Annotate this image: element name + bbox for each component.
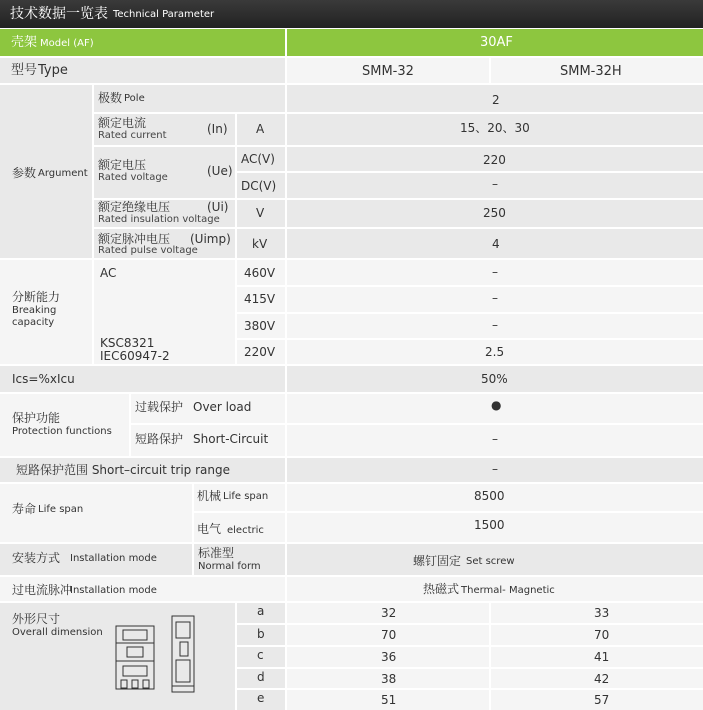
install-type-cn: 标准型 — [198, 546, 235, 560]
dimension-key: a — [257, 604, 265, 618]
mech-label-en: Life span — [223, 491, 269, 502]
dimension-v2: 33 — [594, 606, 610, 620]
dimension-v2: 41 — [594, 650, 610, 664]
trip-range-label: 短路保护范围 Short–circuit trip range — [16, 463, 230, 477]
breaking-row-voltage: 220V — [244, 345, 276, 359]
pole-value: 2 — [492, 93, 500, 107]
impulse-label-en: Rated pulse voltage — [98, 245, 198, 256]
overload-value: ● — [491, 398, 502, 412]
insulation-label-en: Rated insulation voltage — [98, 214, 220, 225]
mech-value: 8500 — [474, 489, 505, 503]
dimension-key: e — [257, 691, 265, 705]
breaking-row-value: – — [492, 265, 498, 279]
dimension-v1: 51 — [381, 693, 397, 707]
dimension-v1: 36 — [381, 650, 397, 664]
elec-label-en: electric — [227, 525, 264, 536]
breaking-std-ksc: KSC8321 — [100, 336, 155, 350]
install-label-en: Installation mode — [70, 553, 157, 564]
install-value-en: Set screw — [466, 556, 515, 567]
voltage-unit-dc: DC(V) — [241, 179, 277, 193]
ics-label: Ics=%xIcu — [12, 372, 75, 386]
dimension-key: c — [257, 648, 264, 662]
current-symbol: (In) — [207, 122, 228, 136]
trip-range-value: – — [492, 462, 498, 476]
current-unit: A — [256, 122, 265, 136]
argument-label-cn: 参数 — [12, 166, 37, 180]
voltage-label-en: Rated voltage — [98, 172, 168, 183]
model-value-1: SMM-32 — [362, 64, 414, 79]
life-label-en: Life span — [38, 504, 84, 515]
dimension-v2: 42 — [594, 672, 610, 686]
install-type-en: Normal form — [198, 561, 261, 572]
ics-value: 50% — [481, 372, 508, 386]
dimension-key: b — [257, 627, 265, 641]
breaking-row-voltage: 460V — [244, 266, 276, 280]
dimension-v1: 32 — [381, 606, 397, 620]
insulation-unit: V — [256, 206, 265, 220]
impulse-value: 4 — [492, 237, 500, 251]
insulation-label-cn: 额定绝缘电压 — [98, 200, 171, 214]
overcurrent-label-cn: 过电流脉冲 — [12, 583, 73, 597]
elec-label-cn: 电气 — [197, 522, 222, 536]
argument-label-en: Argument — [38, 168, 88, 179]
impulse-symbol: (Uimp) — [190, 232, 231, 246]
insulation-symbol: (Ui) — [207, 200, 229, 214]
frame-label-cn: 壳架 — [11, 35, 38, 50]
breaking-label-en1: Breaking — [12, 305, 57, 316]
impulse-label-cn: 额定脉冲电压 — [98, 232, 171, 246]
model-label-en: Type — [38, 63, 68, 78]
breaking-label-en2: capacity — [12, 317, 55, 328]
breaker-outline-drawing — [114, 614, 200, 694]
breaking-label-cn: 分断能力 — [12, 290, 61, 304]
overload-label-en: Over load — [193, 400, 252, 414]
current-label-cn: 额定电流 — [98, 116, 147, 130]
breaking-row-value: 2.5 — [485, 345, 505, 359]
impulse-unit: kV — [252, 237, 268, 251]
short-label-cn: 短路保护 — [135, 432, 184, 446]
short-value: – — [492, 432, 498, 446]
breaking-std-iec: IEC60947-2 — [100, 349, 170, 363]
pole-label-cn: 极数 — [98, 91, 123, 105]
voltage-value-ac: 220 — [483, 153, 506, 167]
insulation-value: 250 — [483, 206, 506, 220]
breaking-std-ac: AC — [100, 266, 117, 280]
model-label-cn: 型号 — [11, 63, 38, 78]
breaking-row-value: – — [492, 318, 498, 332]
current-label-en: Rated current — [98, 130, 167, 141]
install-label-cn: 安装方式 — [12, 551, 61, 565]
dimension-label-en: Overall dimension — [12, 627, 103, 638]
frame-value: 30AF — [480, 35, 513, 50]
overcurrent-value-en: Thermal- Magnetic — [461, 585, 555, 596]
voltage-label-cn: 额定电压 — [98, 158, 147, 172]
life-label-cn: 寿命 — [12, 502, 37, 516]
header-title-cn: 技术数据一览表 — [10, 6, 108, 22]
dimension-key: d — [257, 670, 265, 684]
protection-label-en: Protection functions — [12, 426, 112, 437]
overload-label-cn: 过载保护 — [135, 400, 184, 414]
protection-label-cn: 保护功能 — [12, 411, 61, 425]
breaking-row-voltage: 415V — [244, 292, 276, 306]
voltage-symbol: (Ue) — [207, 164, 233, 178]
dimension-v2: 70 — [594, 628, 610, 642]
pole-label-en: Pole — [124, 93, 145, 104]
overcurrent-value-cn: 热磁式 — [423, 582, 460, 596]
breaking-row-voltage: 380V — [244, 319, 276, 333]
dimension-label-cn: 外形尺寸 — [12, 612, 61, 626]
dimension-v1: 70 — [381, 628, 397, 642]
frame-label-en: Model (AF) — [40, 38, 94, 49]
model-value-2: SMM-32H — [560, 64, 622, 79]
short-label-en: Short-Circuit — [193, 432, 269, 446]
pole-label-cell — [94, 85, 285, 112]
mech-label-cn: 机械 — [197, 489, 222, 503]
header-title-en: Technical Parameter — [113, 9, 215, 20]
install-value-cn: 螺钉固定 — [413, 554, 462, 568]
voltage-value-dc: – — [492, 177, 498, 191]
breaking-row-value: – — [492, 291, 498, 305]
dimension-v2: 57 — [594, 693, 610, 707]
current-value: 15、20、30 — [460, 121, 530, 135]
elec-value: 1500 — [474, 518, 505, 532]
voltage-unit-ac: AC(V) — [241, 152, 275, 166]
dimension-v1: 38 — [381, 672, 397, 686]
overcurrent-label-en: Installation mode — [70, 585, 157, 596]
protection-label-cell — [0, 394, 129, 456]
